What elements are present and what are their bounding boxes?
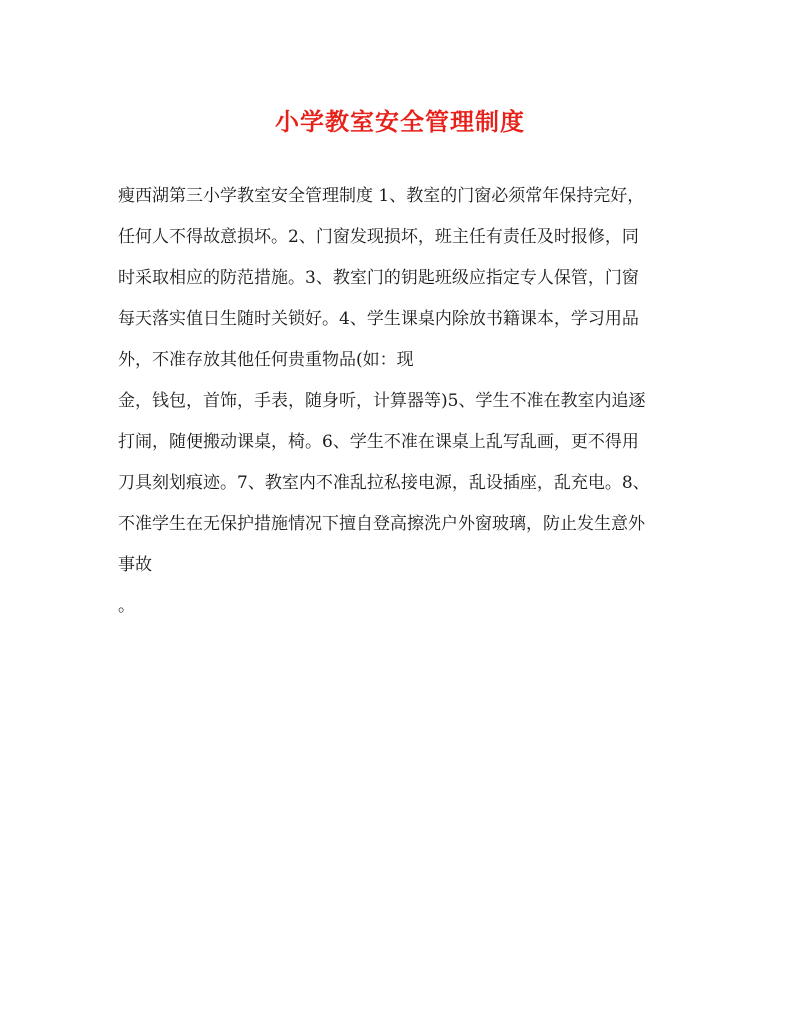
body-line: 打闹，随便搬动课桌，椅。6、学生不准在课桌上乱写乱画，更不得用: [118, 432, 639, 452]
body-line: 每天落实值日生随时关锁好。4、学生课桌内除放书籍课本，学习用品: [118, 309, 639, 329]
body-line: 金，钱包，首饰，手表，随身听，计算器等)5、学生不准在教室内追逐: [118, 391, 646, 411]
document-body: [118, 176, 698, 627]
body-line: 不准学生在无保护措施情况下擅自登高擦洗户外窗玻璃，防止发生意外: [118, 514, 645, 534]
body-line: 刀具刻划痕迹。7、教室内不准乱拉私接电源，乱设插座，乱充电。8、: [118, 473, 650, 493]
body-line: 任何人不得故意损坏。2、门窗发现损坏，班主任有责任及时报修，同: [118, 227, 639, 247]
body-line: 外，不准存放其他任何贵重物品(如：现: [118, 350, 414, 370]
body-line: 。: [118, 596, 135, 616]
document-title: 小学教室安全管理制度: [275, 107, 525, 136]
body-line: 时采取相应的防范措施。3、教室门的钥匙班级应指定专人保管，门窗: [118, 268, 639, 288]
body-line: 事故: [118, 555, 152, 575]
body-line: 瘦西湖第三小学教室安全管理制度 1、教室的门窗必须常年保持完好，: [118, 186, 645, 206]
